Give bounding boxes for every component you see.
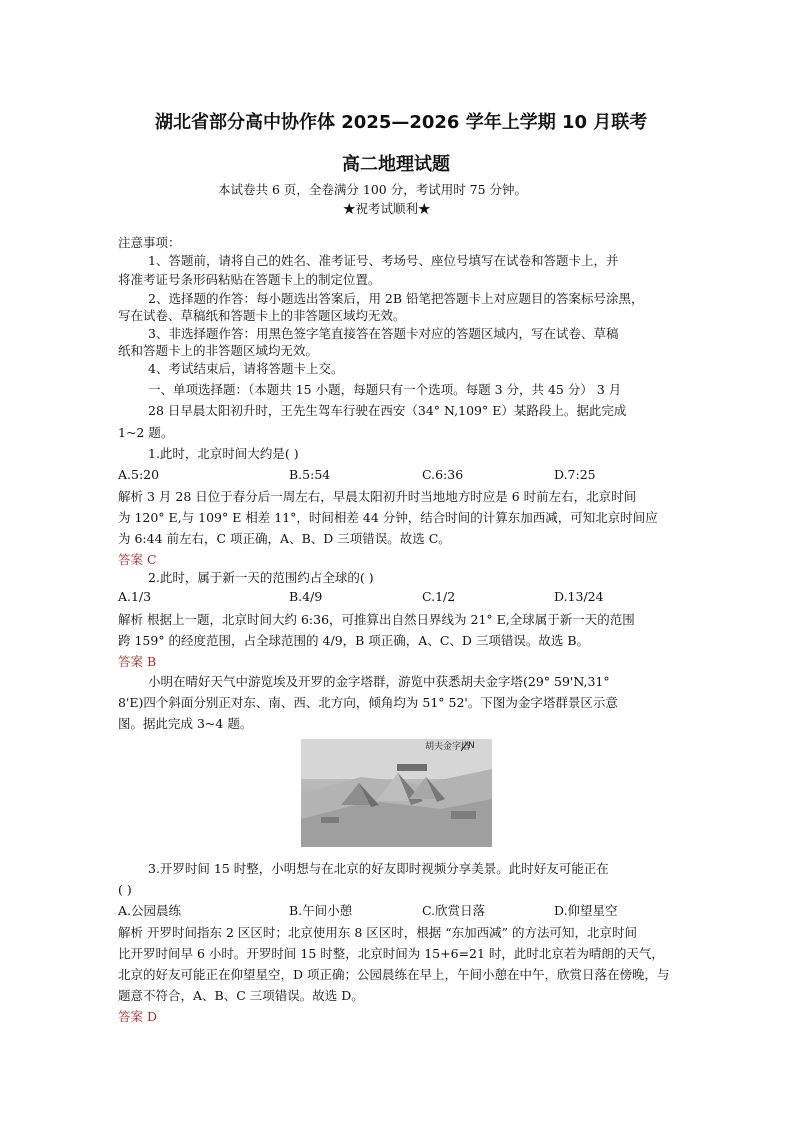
q3-explanation-line-4: 题意不符合，A、B、C 三项错误。故选 D。 (118, 988, 364, 1003)
notes-heading: 注意事项： (118, 235, 181, 250)
q3-stem: 3.开罗时间 15 时整，小明想与在北京的好友即时视频分享美景。此时好友可能正在 (148, 861, 609, 876)
q3-paren: ( ) (118, 882, 132, 897)
q1-explanation-line-2: 为 120° E,与 109° E 相差 11°，时间相差 44 分钟，结合时间的计算东加西减，可知北京时间应 (118, 510, 658, 525)
q2-option-c: C.1/2 (422, 589, 456, 604)
note-1-line-1: 1、答题前，请将自己的姓名、准考证号、考场号、座位号填写在试卷和答题卡上，并 (148, 253, 619, 268)
q3-option-d: D.仰望星空 (554, 903, 618, 918)
good-luck-line: ★祝考试顺利★ (343, 201, 431, 216)
q2-option-a: A.1/3 (118, 589, 152, 604)
section-1-intro-line-2: 28 日早晨太阳初升时，王先生驾车行驶在西安（34° N,109° E）某路段上。据此完成 (148, 403, 627, 418)
q3-answer: 答案 D (118, 1009, 157, 1024)
q3-explanation-line-2: 比开罗时间早 6 小时。开罗时间 15 时整，北京时间为 15+6=21 时，此时北京若为晴朗的天气， (118, 946, 664, 961)
pyramid-area-figure (301, 739, 492, 847)
pyramid-illustration (301, 739, 492, 847)
note-3-line-2: 纸和答题卡上的非答题区域均无效。 (118, 343, 319, 358)
passage-2-line-3: 图。据此完成 3~4 题。 (118, 716, 253, 731)
q1-option-b: B.5:54 (289, 467, 331, 482)
q1-explanation-line-3: 为 6:44 前左右，C 项正确，A、B、D 三项错误。故选 C。 (118, 531, 451, 546)
q3-explanation-line-1: 解析 开罗时间指东 2 区区时；北京使用东 8 区区时，根据 “东加西减” 的方法可知，北京时间 (118, 925, 638, 940)
q2-stem: 2.此时，属于新一天的范围约占全球的( ) (148, 570, 374, 585)
q1-answer: 答案 C (118, 552, 157, 567)
khufu-pyramid-label: 胡夫金字塔 (425, 742, 471, 752)
q2-explanation-line-2: 跨 159° 的经度范围，占全球范围的 4/9，B 项正确，A、C、D 三项错误。故选 B。 (118, 633, 590, 648)
exam-title: 湖北省部分高中协作体 2025—2026 学年上学期 10 月联考 (155, 112, 648, 133)
note-3-line-1: 3、非选择题作答：用黑色签字笔直接答在答题卡对应的答题区域内，写在试卷、草稿 (148, 326, 619, 341)
exam-subtitle: 高二地理试题 (342, 154, 450, 175)
section-1-intro-line-1: 一、单项选择题：（本题共 15 小题，每题只有一个选项。每题 3 分，共 45 分） 3 月 (148, 382, 622, 397)
q1-option-d: D.7:25 (554, 467, 596, 482)
q3-option-a: A.公园晨练 (118, 903, 182, 918)
q2-option-d: D.13/24 (554, 589, 604, 604)
q2-option-b: B.4/9 (289, 589, 323, 604)
q2-explanation-line-1: 解析 根据上一题，北京时间大约 6:36，可推算出自然日界线为 21° E,全球属于新一天的范围 (118, 612, 635, 627)
q1-stem: 1.此时，北京时间大约是( ) (148, 446, 299, 461)
q3-option-b: B.午间小憩 (289, 903, 353, 918)
q3-explanation-line-3: 北京的好友可能正在仰望星空，D 项正确；公园晨练在早上，午间小憩在中午，欣赏日落在傍晚，与 (118, 967, 670, 982)
exam-info: 本试卷共 6 页，全卷满分 100 分，考试用时 75 分钟。 (218, 182, 528, 197)
passage-2-line-2: 8'E)四个斜面分别正对东、南、西、北方向，倾角均为 51° 52'。下图为金字塔群景区示意 (118, 695, 618, 710)
q1-option-c: C.6:36 (422, 467, 464, 482)
q2-answer: 答案 B (118, 654, 157, 669)
q3-option-c: C.欣赏日落 (422, 903, 486, 918)
note-1-line-2: 将准考证号条形码粘贴在答题卡上的制定位置。 (118, 272, 381, 287)
note-4: 4、考试结束后，请将答题卡上交。 (148, 361, 344, 376)
q1-explanation-line-1: 解析 3 月 28 日位于春分后一周左右，早晨太阳初升时当地地方时应是 6 时前左右，北京时间 (118, 489, 637, 504)
q1-option-a: A.5:20 (118, 467, 160, 482)
note-2-line-1: 2、选择题的作答：每小题选出答案后，用 2B 铅笔把答题卡上对应题目的答案标号涂黑， (148, 291, 644, 306)
note-2-line-2: 写在试卷、草稿纸和答题卡上的非答题区域均无效。 (118, 308, 406, 323)
passage-2-line-1: 小明在晴好天气中游览埃及开罗的金字塔群，游览中获悉胡夫金字塔(29° 59'N,31° (148, 674, 610, 689)
north-arrow-label: N (468, 741, 475, 751)
section-1-intro-line-3: 1~2 题。 (118, 425, 174, 440)
